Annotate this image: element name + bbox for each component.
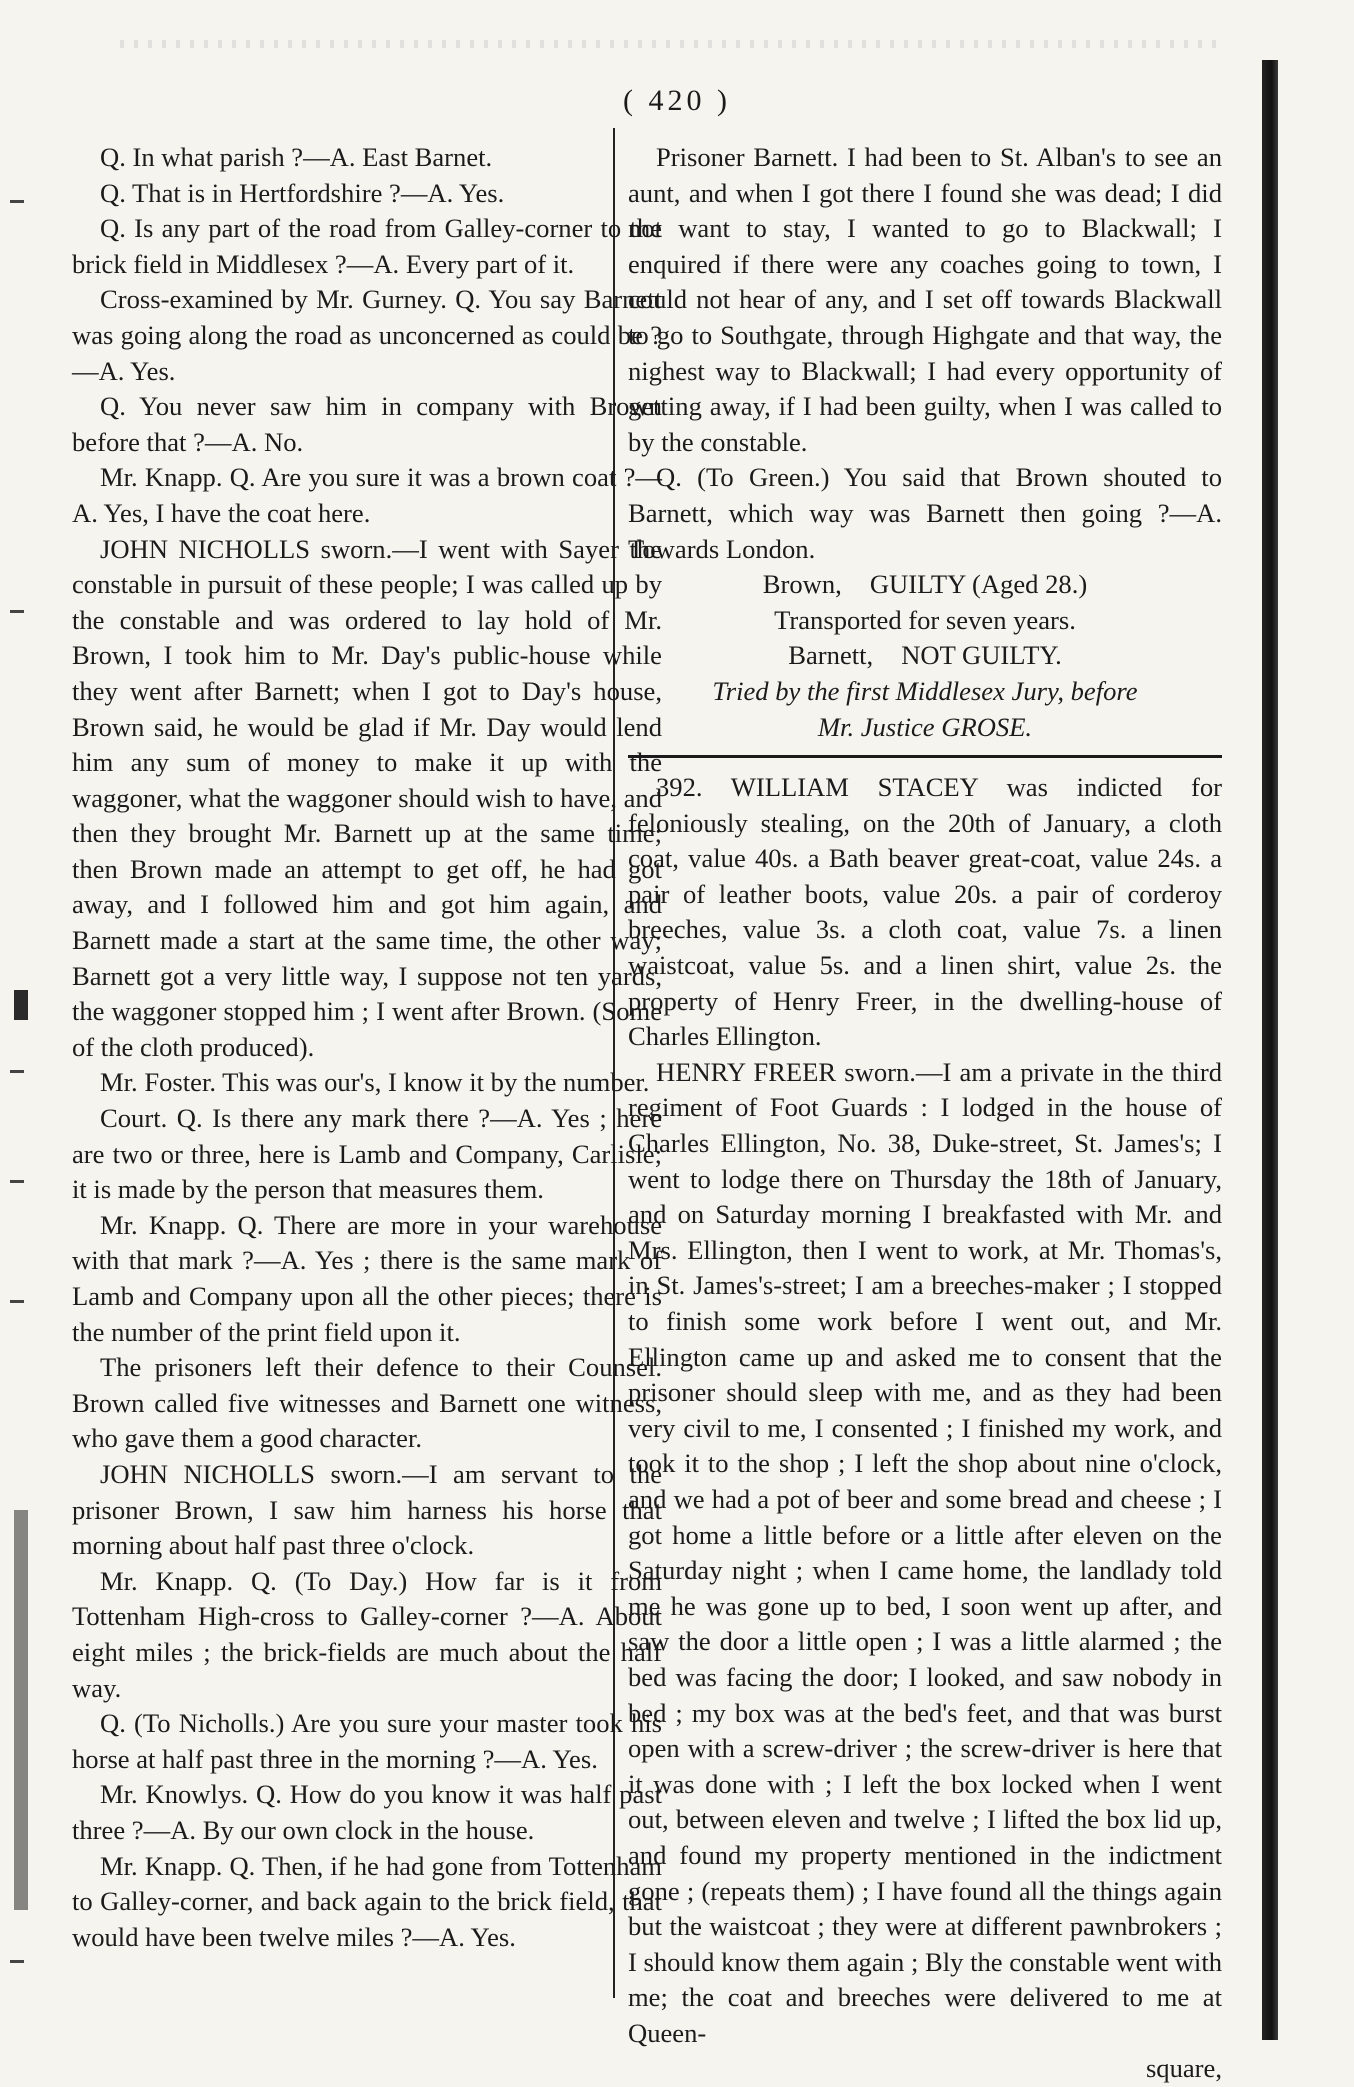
case-separator-rule xyxy=(628,755,1222,758)
verdict-line-brown xyxy=(628,567,1222,603)
verdict-block xyxy=(628,567,1222,745)
verdict-text: GUILTY (Aged 28.) xyxy=(869,569,1088,600)
paragraph: Mr. Knapp. Q. Are you sure it was a brown coat ?—A. Yes, I have the coat here. xyxy=(72,462,662,528)
paragraph: Mr. Knapp. Q. Then, if he had gone from Tottenham to Galley-corner, and back again to the brick field, that would have been twelve miles ?—A. Yes. xyxy=(72,1850,662,1952)
right-column-top-text xyxy=(628,140,1222,567)
sentence-line: Transported for seven years. xyxy=(774,604,1076,635)
defendant-name: Brown, xyxy=(762,569,842,600)
right-column xyxy=(628,140,1222,2087)
scan-edge-speckle xyxy=(120,40,1220,48)
paragraph: Court. Q. Is there any mark there ?—A. Yes ; here are two or three, here is Lamb and Company, Carlisle; it is made by the person that measures them. xyxy=(72,1103,662,1205)
book-spine-shadow xyxy=(1262,60,1278,2040)
paragraph: Mr. Knapp. Q. (To Day.) How far is it from Tottenham High-cross to Galley-corner ?—A. About eight miles ; the brick-fields are much about the half way. xyxy=(72,1565,662,1703)
judge-line: Mr. Justice GROSE. xyxy=(817,711,1033,742)
paragraph: Q. You never saw him in company with Brown before that ?—A. No. xyxy=(72,391,662,457)
margin-scan-marks xyxy=(4,140,44,2020)
paragraph: Prisoner Barnett. I had been to St. Alban's to see an aunt, and when I got there I found she was dead; I did not want to stay, I wanted to go to Blackwall; I enquired if there were any coaches going to town, I could not hear of any, and I set off towards Blackwall to go to Southgate, through Highgate and that way, the nighest way to Blackwall; I had every opportunity of getting away, if I had been guilty, when I was called to by the constable. xyxy=(628,142,1222,457)
right-column-bottom-text xyxy=(628,770,1222,2087)
paragraph: square, xyxy=(1145,2053,1222,2084)
defendant-name: Barnett, xyxy=(788,640,874,671)
paragraph: HENRY FREER sworn.—I am a private in the third regiment of Foot Guards : I lodged in the house of Charles Ellington, No. 38, Duke-street, St. James's; I went to lodge there on Thursday the 18th of January, and on Saturday morning I breakfasted with Mr. and Mrs. Ellington, then I went to work, at Mr. Thomas's, in St. James's-street; I am a breeches-maker ; I stopped to finish some work before I went out, and Mr. Ellington came up and asked me to consent that the prisoner should sleep with me, and as they had been very civil to me, I consented ; I finished my work, and took it to the shop ; I left the shop about nine o'clock, and we had a pot of beer and some bread and cheese ; I got home a little before or a little after eleven on the Saturday night ; when I came home, the landlady told me he was gone up to bed, I soon went up after, and saw the door a little open ; I was a little alarmed ; the bed was facing the door; I looked, and saw nobody in bed ; my box was at the bed's feet, and that was burst open with a screw-driver ; the screw-driver is here that it was done with ; I left the box locked when I went out, between eleven and twelve ; I lifted the box lid up, and found my property mentioned in the indictment gone ; (repeats them) ; I have found all the things again but the waistcoat ; they were at different pawnbrokers ; I should know them again ; Bly the constable went with me; the coat and breeches were delivered to me at Queen- xyxy=(628,1056,1222,2048)
jury-line: Tried by the first Middlesex Jury, before xyxy=(712,675,1138,706)
paragraph: Cross-examined by Mr. Gurney. Q. You say Barnett was going along the road as unconcerned as could be ?—A. Yes. xyxy=(72,284,662,386)
paragraph: JOHN NICHOLLS sworn.—I went with Sayer the constable in pursuit of these people; I was called up by the constable and was ordered to lay hold of Mr. Brown, I took him to Mr. Day's public-house while they went after Barnett; when I got to Day's house, Brown said, he would be glad if Mr. Day would lend him any sum of money to make it up with the waggoner, what the waggoner should wish to have, and then they brought Mr. Barnett up at the same time; then Brown made an attempt to get off, he had got away, and I followed him and got him again, and Barnett made a start at the same time, the other way; Barnett got a very little way, I suppose not ten yards, the waggoner stopped him ; I went after Brown. (Some of the cloth produced). xyxy=(72,533,662,1062)
paragraph: Q. (To Green.) You said that Brown shouted to Barnett, which way was Barnett then going ?—A. Towards London. xyxy=(628,462,1222,564)
verdict-line-barnett xyxy=(628,638,1222,674)
left-column xyxy=(72,140,662,1955)
paragraph: The prisoners left their defence to their Counsel. Brown called five witnesses and Barnett one witness, who gave them a good character. xyxy=(72,1352,662,1454)
verdict-text: NOT GUILTY. xyxy=(901,640,1062,671)
paragraph: 392. WILLIAM STACEY was indicted for feloniously stealing, on the 20th of January, a cloth coat, value 40s. a Bath beaver great-coat, value 24s. a pair of leather boots, value 20s. a pair of corderoy breeches, value 3s. a cloth coat, value 7s. a linen waistcoat, value 5s. and a linen shirt, value 2s. the property of Henry Freer, in the dwelling-house of Charles Ellington. xyxy=(628,772,1222,1052)
paragraph: JOHN NICHOLLS sworn.—I am servant to the prisoner Brown, I saw him harness his horse that morning about half past three o'clock. xyxy=(72,1458,662,1561)
paragraph: Q. That is in Hertfordshire ?—A. Yes. xyxy=(100,177,505,208)
paragraph: Q. (To Nicholls.) Are you sure your master took his horse at half past three in the morning ?—A. Yes. xyxy=(72,1708,662,1774)
paragraph: Mr. Knapp. Q. There are more in your warehouse with that mark ?—A. Yes ; there is the same mark of Lamb and Company upon all the other pieces; there is the number of the print field upon it. xyxy=(72,1209,662,1347)
paragraph: Mr. Foster. This was our's, I know it by the number. xyxy=(100,1067,650,1098)
page-number: ( 420 ) xyxy=(623,84,731,117)
paragraph: Q. Is any part of the road from Galley-corner to the brick field in Middlesex ?—A. Every part of it. xyxy=(72,213,662,279)
paragraph: Mr. Knowlys. Q. How do you know it was half past three ?—A. By our own clock in the house. xyxy=(72,1779,662,1845)
paragraph: Q. In what parish ?—A. East Barnet. xyxy=(100,142,493,172)
